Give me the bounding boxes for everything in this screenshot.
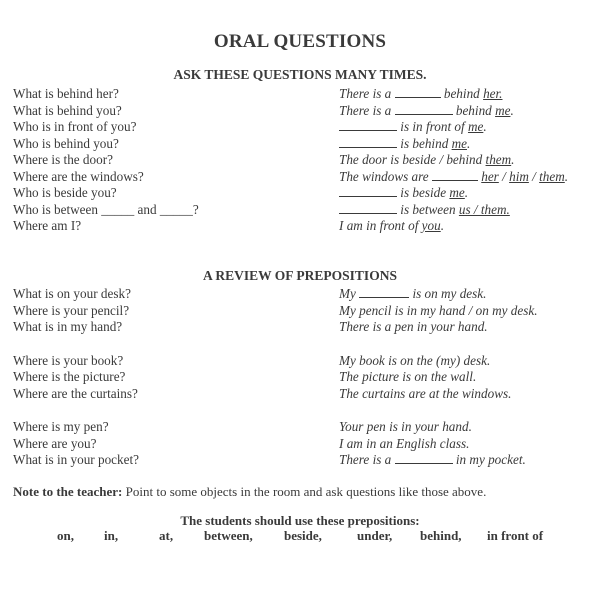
- answer-text: I am in front of you.: [339, 218, 445, 233]
- preposition-item: on,: [57, 528, 74, 543]
- preposition-item: behind,: [420, 528, 462, 543]
- group-spacer: [0, 402, 600, 419]
- answer-text: There is a pen in your hand.: [339, 319, 488, 334]
- question-row: [0, 419, 600, 436]
- question-text: What is behind you?: [13, 102, 122, 118]
- section-heading-ask-questions: ASK THESE QUESTIONS MANY TIMES.: [173, 67, 427, 82]
- question-row: [0, 152, 600, 169]
- answer-blank: [395, 86, 441, 98]
- answer-text: Your pen is in your hand.: [339, 419, 472, 434]
- oral-questions-list: [0, 86, 600, 235]
- preposition-item: at,: [159, 528, 174, 543]
- question-text: Where is my pen?: [13, 419, 109, 434]
- question-row: [0, 436, 600, 453]
- underlined-pronoun: them: [485, 152, 512, 167]
- question-text: What is behind her?: [13, 86, 119, 101]
- question-row: [0, 119, 600, 136]
- preposition-item: beside,: [284, 528, 322, 543]
- question-text: Where are the curtains?: [13, 385, 138, 401]
- underlined-pronoun: him: [509, 168, 529, 184]
- question-row: [0, 103, 600, 120]
- answer-text: The curtains are at the windows.: [339, 385, 512, 401]
- question-row: [0, 169, 600, 186]
- answer-blank: [395, 452, 453, 464]
- question-row: [0, 452, 600, 469]
- question-row: [0, 286, 600, 303]
- underlined-pronoun: me: [495, 102, 511, 118]
- answer-blank: [432, 169, 478, 181]
- preposition-item: between,: [204, 528, 253, 543]
- question-row: [0, 386, 600, 403]
- underlined-pronoun: me: [449, 185, 465, 200]
- underlined-pronoun: me: [467, 119, 484, 134]
- answer-blank: [339, 202, 397, 214]
- question-text: Where is the picture?: [13, 369, 126, 384]
- question-row: [0, 136, 600, 153]
- question-row: [0, 303, 600, 320]
- preposition-item: in,: [104, 528, 119, 543]
- answer-text: There is a behind her.: [339, 86, 503, 101]
- underlined-pronoun: them: [539, 168, 565, 184]
- preposition-item: in front of: [487, 528, 544, 543]
- question-text: Who is beside you?: [13, 185, 117, 200]
- answer-blank: [339, 136, 397, 148]
- question-row: [0, 319, 600, 336]
- answer-blank: [395, 103, 453, 115]
- answer-text: I am in an English class.: [339, 435, 470, 451]
- question-row: [0, 185, 600, 202]
- teacher-note-label: Note to the teacher:: [13, 484, 123, 499]
- underlined-pronoun: her.: [483, 86, 503, 101]
- prepositions-heading: The students should use these prepositions:: [180, 513, 420, 528]
- question-text: What is in my hand?: [13, 319, 123, 334]
- teacher-note-text: Point to some objects in the room and ask questions like those above.: [122, 484, 487, 499]
- answer-text: My is on my desk.: [339, 286, 487, 301]
- question-text: Who is behind you?: [13, 135, 119, 151]
- underlined-pronoun: her: [481, 168, 499, 184]
- answer-text: is behind me.: [339, 136, 470, 153]
- question-row: [0, 86, 600, 103]
- answer-text: My pencil is in my hand / on my desk.: [339, 302, 538, 318]
- question-row: [0, 218, 600, 235]
- question-text: What is on your desk?: [13, 286, 131, 301]
- answer-text: There is a in my pocket.: [339, 452, 526, 467]
- question-text: Where is the door?: [13, 152, 113, 167]
- page-title: ORAL QUESTIONS: [213, 31, 387, 52]
- answer-text: The door is beside / behind them.: [339, 152, 515, 167]
- teacher-note: [13, 484, 486, 500]
- preposition-item: under,: [357, 528, 393, 543]
- underlined-pronoun: me: [451, 135, 467, 151]
- answer-text: The windows are her / him / them.: [339, 168, 569, 184]
- question-text: What is in your pocket?: [13, 452, 139, 467]
- question-text: Where is your book?: [13, 352, 124, 368]
- answer-text: is in front of me.: [339, 119, 487, 136]
- answer-blank: [359, 286, 409, 298]
- answer-text: There is a behind me.: [339, 102, 514, 118]
- underlined-pronoun: you: [421, 218, 441, 233]
- question-text: Where am I?: [13, 218, 82, 233]
- question-row: [0, 202, 600, 219]
- review-questions-list: [0, 286, 600, 469]
- answer-text: is beside me.: [339, 185, 468, 202]
- question-text: Who is in front of you?: [13, 119, 137, 134]
- section-heading-review-prepositions: A REVIEW OF PREPOSITIONS: [203, 268, 397, 283]
- underlined-pronoun: us / them.: [458, 201, 510, 217]
- question-text: Where are you?: [13, 435, 97, 451]
- answer-text: The picture is on the wall.: [339, 369, 477, 384]
- answer-text: My book is on the (my) desk.: [339, 352, 491, 368]
- answer-blank: [339, 185, 397, 197]
- question-row: [0, 369, 600, 386]
- question-text: Where is your pencil?: [13, 302, 130, 318]
- question-row: [0, 353, 600, 370]
- question-text: Where are the windows?: [13, 168, 144, 184]
- answer-text: is between us / them.: [339, 202, 510, 219]
- group-spacer: [0, 336, 600, 353]
- answer-blank: [339, 119, 397, 131]
- question-text: Who is between _____ and _____?: [13, 201, 199, 217]
